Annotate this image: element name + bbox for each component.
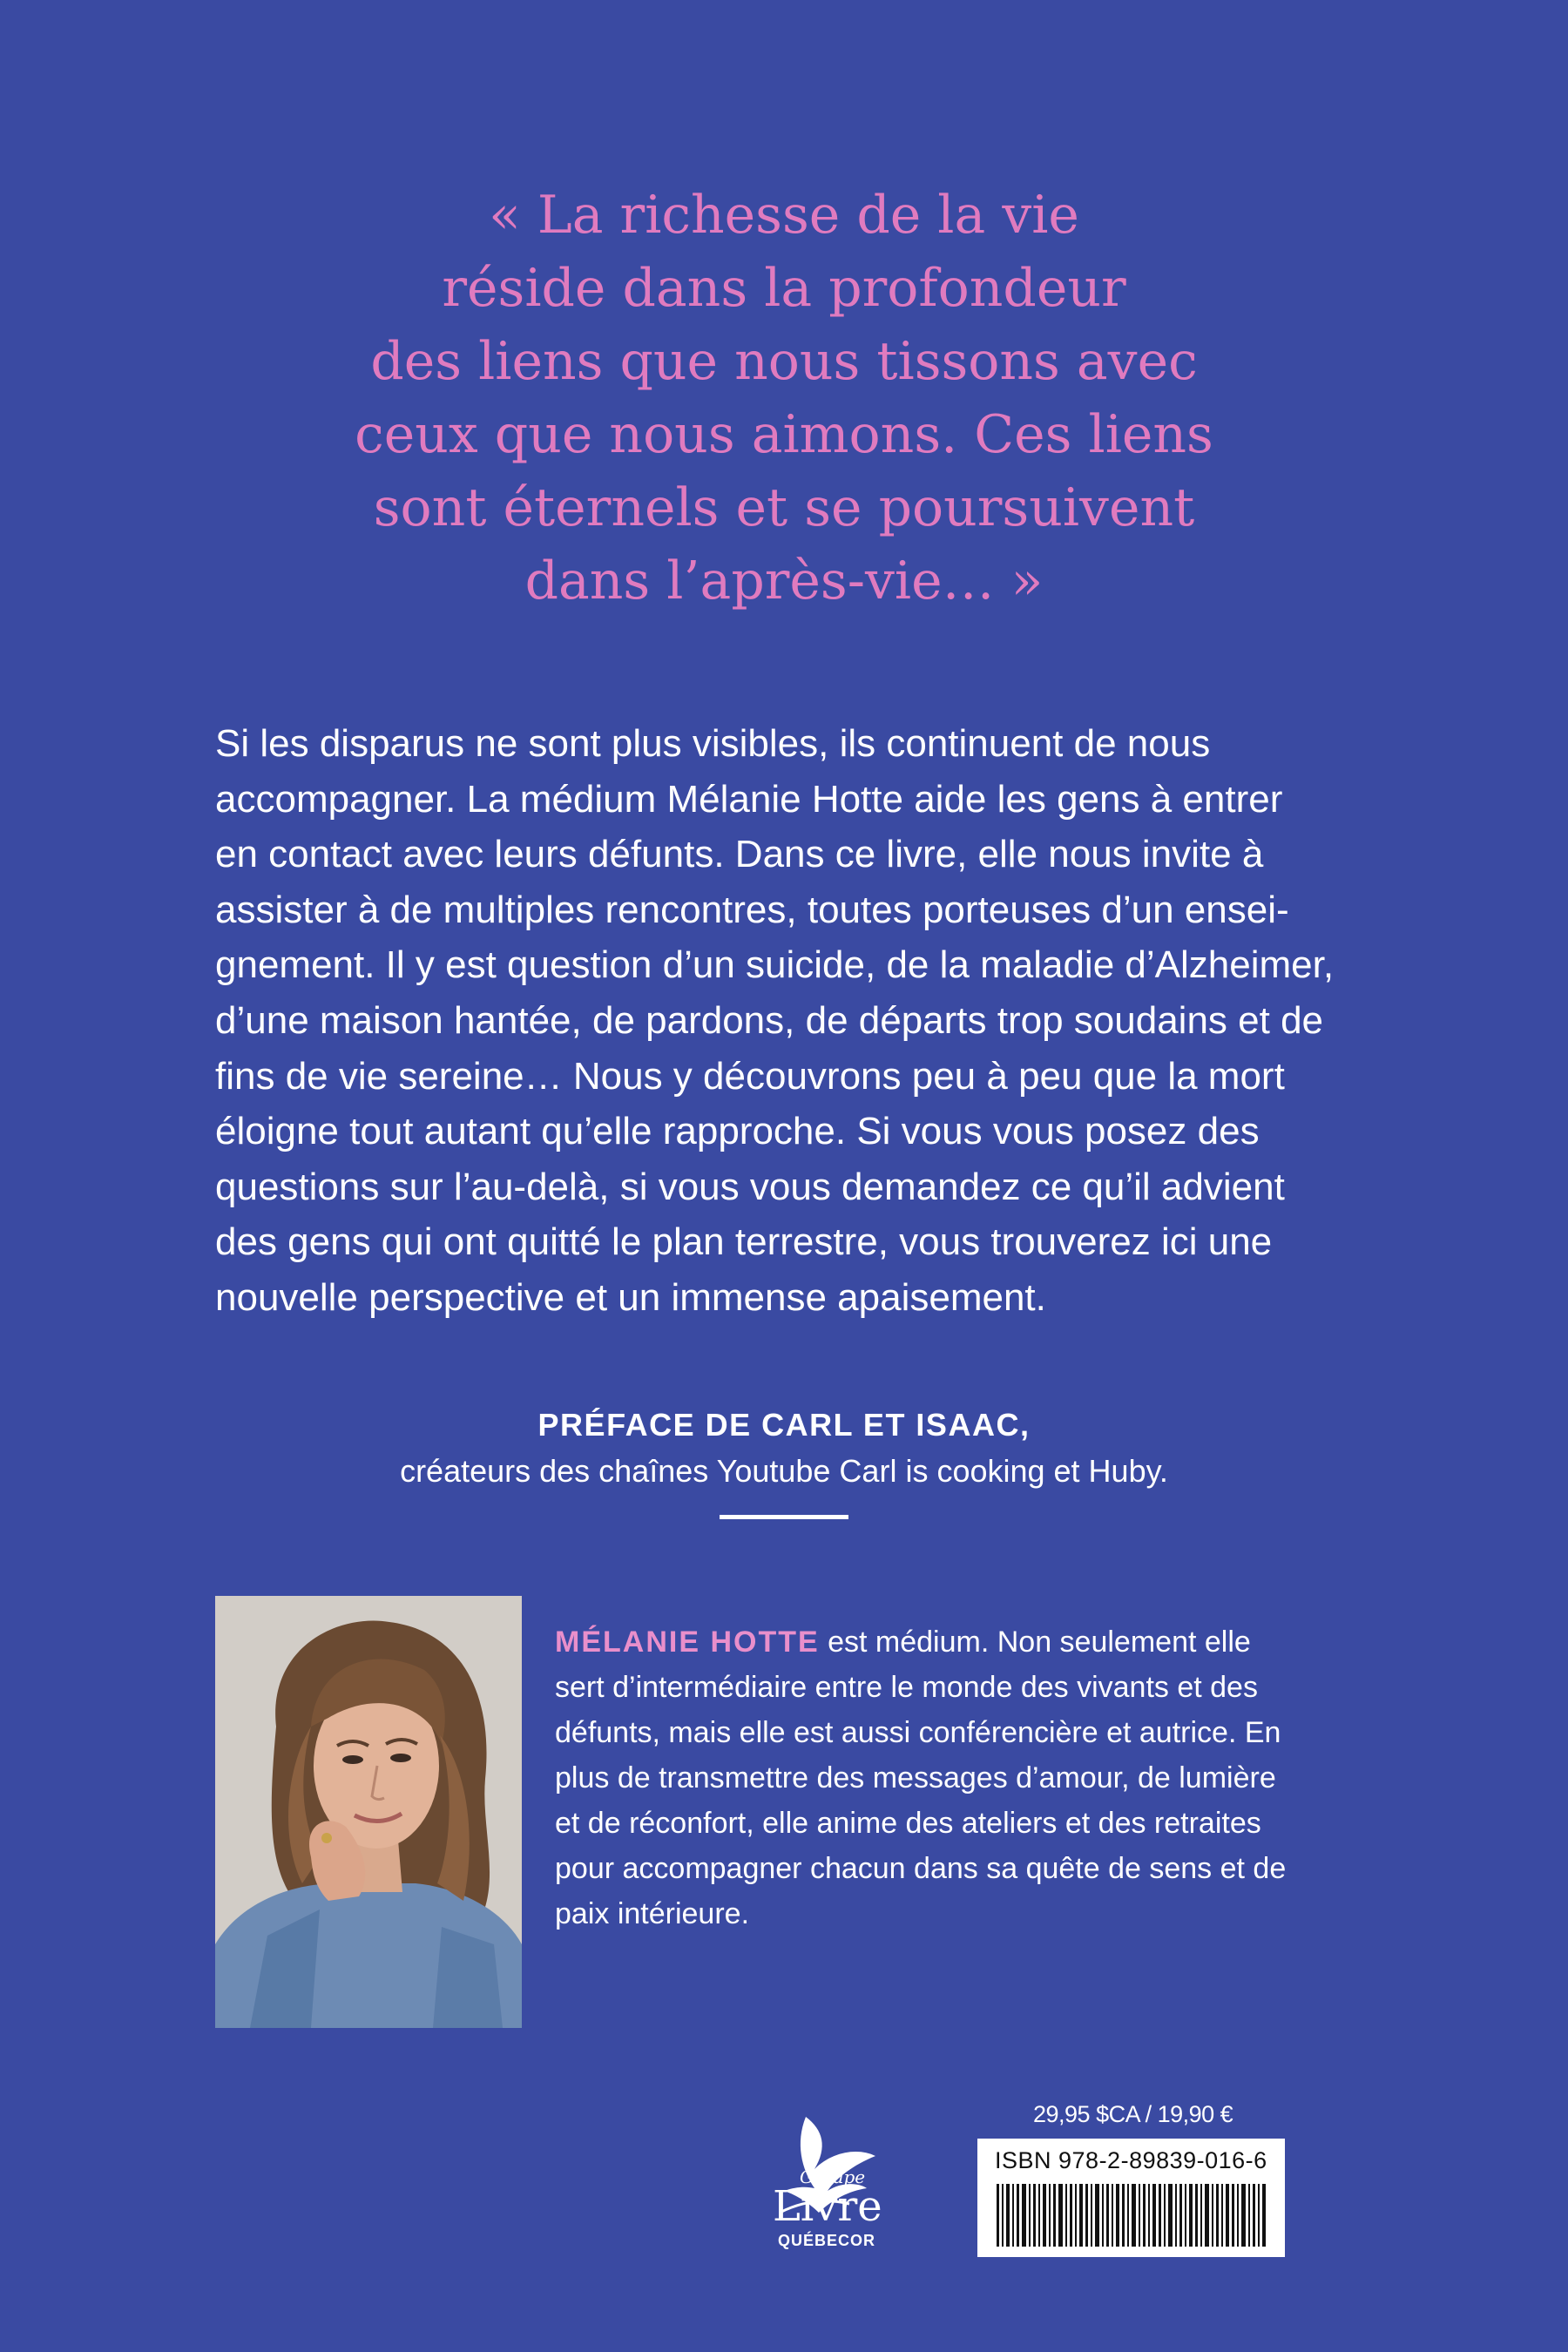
- barcode-box: [977, 2139, 1285, 2257]
- quote-line: des liens que nous tissons avec: [370, 331, 1198, 392]
- preface-subtitle: créateurs des chaînes Youtube Carl is cooking et Huby.: [400, 1453, 1168, 1489]
- publisher-group-label: Groupe: [800, 2166, 866, 2187]
- description-line: accompagner. La médium Mélanie Hotte aide les gens à entrer: [215, 777, 1283, 821]
- bio-line: plus de transmettre des messages d’amour, de lumière: [555, 1761, 1276, 1794]
- author-portrait-illustration: [215, 1596, 522, 2028]
- publisher-name: Livre: [773, 2182, 882, 2231]
- pull-quote: [261, 179, 1307, 618]
- description-line: Si les disparus ne sont plus visibles, ils continuent de nous: [215, 722, 1211, 765]
- preface-title: PRÉFACE DE CARL ET ISAAC,: [537, 1407, 1031, 1443]
- quote-line: sont éternels et se poursuivent: [373, 477, 1195, 538]
- divider: [720, 1515, 848, 1519]
- barcode-icon: [977, 2139, 1285, 2257]
- quote-line: ceux que nous aimons. Ces liens: [355, 404, 1213, 465]
- author-bio: [555, 1619, 1356, 1936]
- author-name: MÉLANIE HOTTE: [555, 1625, 820, 1659]
- isbn-label: ISBN 978-2-89839-016-6: [995, 2147, 1267, 2173]
- description-line: nouvelle perspective et un immense apaisement.: [215, 1275, 1046, 1319]
- description-line: d’une maison hantée, de pardons, de départs trop soudains et de: [215, 998, 1324, 1042]
- quote-line: dans l’après-vie… »: [524, 551, 1044, 612]
- bio-first-line-text: est médium. Non seulement elle: [819, 1625, 1251, 1659]
- description-line: assister à de multiples rencontres, toutes porteuses d’un ensei-: [215, 888, 1289, 931]
- description-line: éloigne tout autant qu’elle rapproche. Si vous vous posez des: [215, 1110, 1260, 1153]
- price-label: 29,95 $CA / 19,90 €: [1033, 2101, 1233, 2127]
- bio-line: paix intérieure.: [555, 1897, 750, 1930]
- author-photo: [215, 1596, 522, 2028]
- bio-line: sert d’intermédiaire entre le monde des vivants et des: [555, 1671, 1258, 1704]
- quote-line: réside dans la profondeur: [442, 258, 1126, 319]
- description-line: gnement. Il y est question d’un suicide, de la maladie d’Alzheimer,: [215, 943, 1335, 987]
- quote-line: « La richesse de la vie: [489, 185, 1079, 246]
- bio-line: défunts, mais elle est aussi conférencière et autrice. En: [555, 1716, 1281, 1749]
- bio-line: pour accompagner chacun dans sa quête de sens et de: [555, 1852, 1287, 1885]
- bio-line: et de réconfort, elle anime des ateliers et des retraites: [555, 1807, 1261, 1840]
- description-line: des gens qui ont quitté le plan terrestre, vous trouverez ici une: [215, 1220, 1273, 1264]
- description-line: questions sur l’au-delà, si vous vous demandez ce qu’il advient: [215, 1165, 1285, 1208]
- publisher-brand: QUÉBECOR: [778, 2232, 876, 2249]
- description-line: fins de vie sereine… Nous y découvrons peu à peu que la mort: [215, 1054, 1285, 1098]
- description-line: en contact avec leurs défunts. Dans ce livre, elle nous invite à: [215, 833, 1264, 876]
- bio-first-line: [555, 1619, 1356, 1665]
- book-description: [215, 716, 1353, 1326]
